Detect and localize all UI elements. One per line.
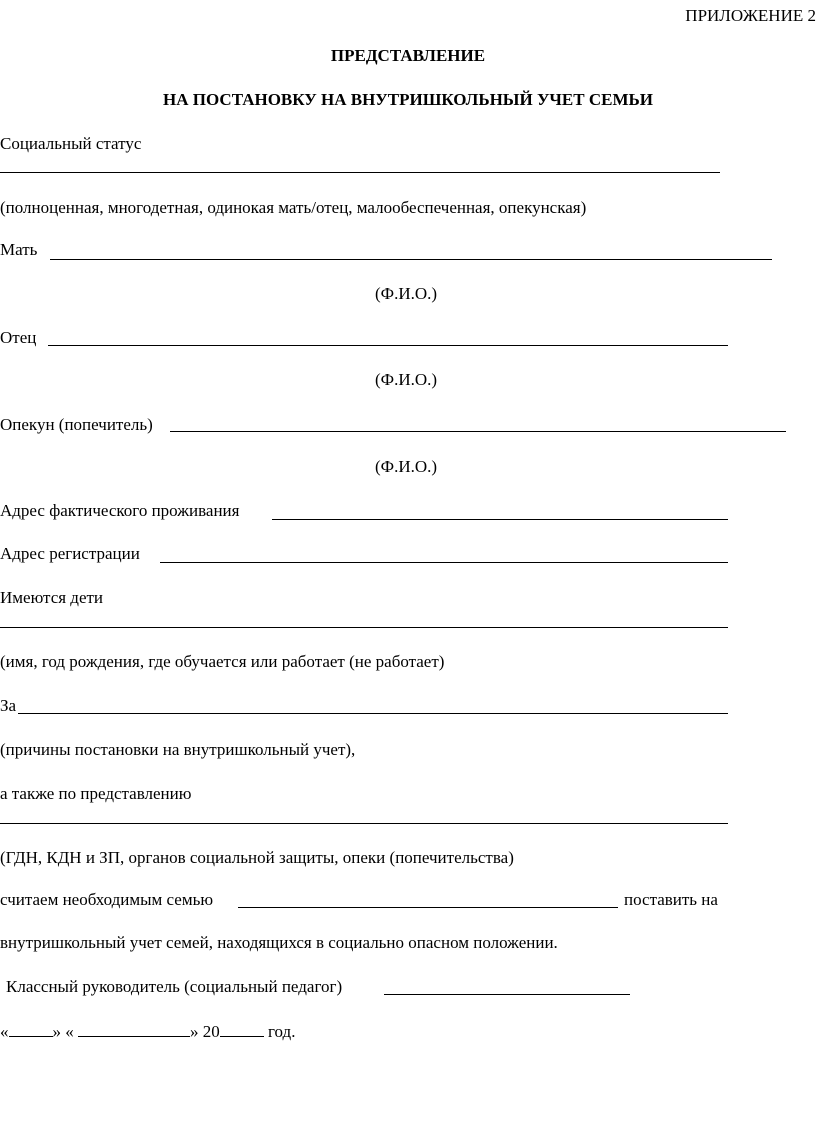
mother-field[interactable]	[50, 259, 772, 260]
children-label: Имеются дети	[0, 588, 104, 607]
consider-label: считаем необходимым семью	[0, 890, 214, 909]
date-year-prefix: » 20	[190, 1022, 220, 1041]
mother-fio-hint: (Ф.И.О.)	[375, 284, 438, 303]
social-status-label: Социальный статус	[0, 134, 142, 153]
children-field[interactable]	[0, 627, 728, 628]
social-status-hint: (полноценная, многодетная, одинокая мать/отец, малообеспеченная, опекунская)	[0, 198, 587, 217]
submission-label: а также по представлению	[0, 784, 192, 803]
date-year-field[interactable]	[220, 1021, 264, 1037]
actual-address-label: Адрес фактического проживания	[0, 501, 240, 520]
registration-address-label: Адрес регистрации	[0, 544, 140, 563]
consider-line2: внутришкольный учет семей, находящихся в социально опасном положении.	[0, 933, 558, 952]
document-title: ПРЕДСТАВЛЕНИЕ	[330, 46, 486, 65]
date-month-field[interactable]	[78, 1021, 190, 1037]
appendix-label: ПРИЛОЖЕНИЕ 2	[685, 6, 816, 25]
family-field[interactable]	[238, 907, 618, 908]
children-hint: (имя, год рождения, где обучается или работает (не работает)	[0, 652, 445, 671]
put-label: поставить на	[624, 890, 718, 909]
date-year-suffix: год.	[268, 1022, 296, 1041]
registration-address-field[interactable]	[160, 562, 728, 563]
reason-hint: (причины постановки на внутришкольный учет),	[0, 740, 356, 759]
social-status-field[interactable]	[0, 172, 720, 173]
teacher-signature-field[interactable]	[384, 994, 630, 995]
actual-address-field[interactable]	[272, 519, 728, 520]
submission-field[interactable]	[0, 823, 728, 824]
guardian-label: Опекун (попечитель)	[0, 415, 153, 434]
date-open-quote: «	[0, 1022, 9, 1041]
father-fio-hint: (Ф.И.О.)	[375, 370, 438, 389]
submission-hint: (ГДН, КДН и ЗП, органов социальной защиты, опеки (попечительства)	[0, 848, 514, 867]
reason-label: За	[0, 696, 17, 715]
document-subtitle: НА ПОСТАНОВКУ НА ВНУТРИШКОЛЬНЫЙ УЧЕТ СЕМЬИ	[163, 90, 653, 109]
date-day-field[interactable]	[9, 1021, 53, 1037]
reason-field[interactable]	[18, 713, 728, 714]
father-field[interactable]	[48, 345, 728, 346]
guardian-fio-hint: (Ф.И.О.)	[375, 457, 438, 476]
guardian-field[interactable]	[170, 431, 786, 432]
teacher-label: Классный руководитель (социальный педагог)	[6, 977, 343, 996]
father-label: Отец	[0, 328, 37, 347]
mother-label: Мать	[0, 240, 38, 259]
date-line	[0, 1021, 295, 1042]
date-close-quote: » «	[52, 1022, 74, 1041]
